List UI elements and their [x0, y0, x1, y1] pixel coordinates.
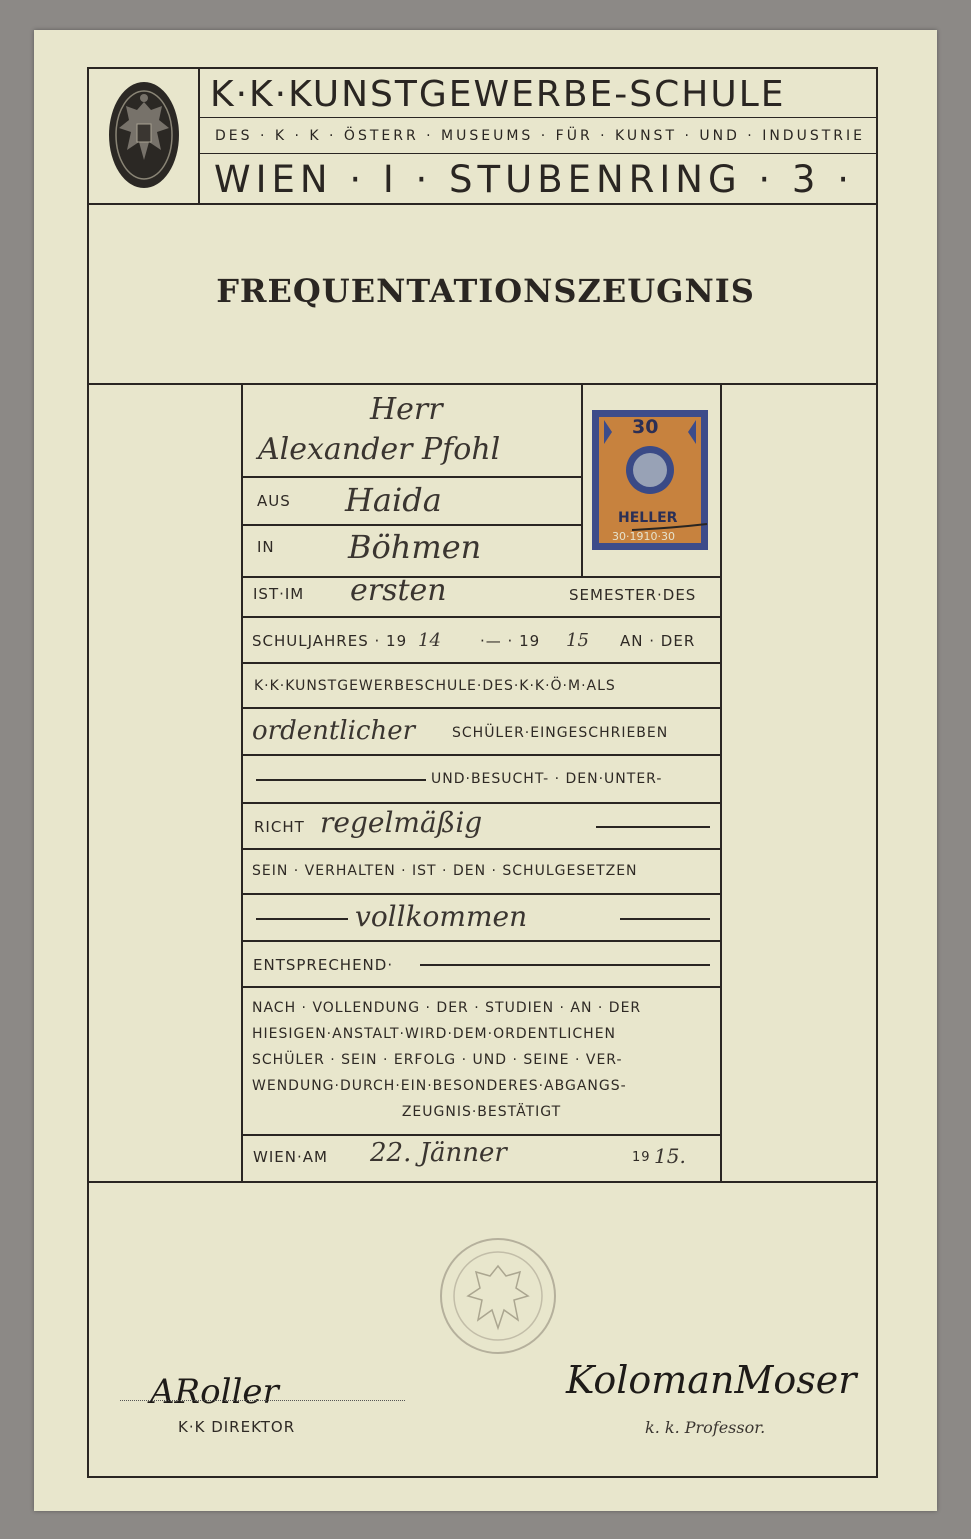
row-rule [242, 940, 721, 942]
besucht-label: UND·BESUCHT- · DEN·UNTER- [431, 771, 663, 787]
imperial-eagle-emblem-icon [107, 80, 181, 190]
stamp-currency: HELLER [618, 510, 678, 526]
row-rule [242, 754, 721, 756]
row-rule [242, 616, 721, 618]
ist-im-label: IST·IM [253, 585, 305, 603]
blank-line [620, 918, 710, 920]
status-value: ordentlicher [252, 716, 416, 746]
row-rule [242, 707, 721, 709]
in-value: Böhmen [348, 528, 482, 566]
richt-label: RICHT [254, 818, 305, 836]
header-rule-2 [199, 153, 878, 154]
school-address: WIEN · I · STUBENRING · 3 · [214, 158, 854, 201]
richt-value: regelmäßig [320, 806, 483, 839]
stamp-divider [581, 383, 583, 576]
notice-line: NACH · VOLLENDUNG · DER · STUDIEN · AN · DER [252, 1000, 642, 1016]
row-rule [242, 524, 581, 526]
director-signature: ARoller [150, 1372, 279, 1412]
date-value: 22. Jänner [370, 1138, 507, 1168]
school-name: K·K·KUNSTGEWERBE-SCHULE [210, 74, 786, 115]
professor-title: k. k. Professor. [645, 1418, 766, 1437]
semester-value: ersten [350, 573, 447, 608]
stamp-value: 30 [632, 416, 659, 438]
year-start-value: 14 [418, 630, 441, 651]
notice-line: WENDUNG·DURCH·EIN·BESONDERES·ABGANGS- [252, 1078, 627, 1094]
an-der-label: AN · DER [620, 632, 696, 650]
row-rule [242, 576, 721, 578]
director-title: K·K DIREKTOR [178, 1418, 296, 1436]
verhalten-label: SEIN · VERHALTEN · IST · DEN · SCHULGESETZEN [252, 863, 638, 879]
row-rule [242, 986, 721, 988]
director-signature-line [120, 1400, 405, 1401]
aus-value: Haida [345, 481, 442, 519]
school-subtitle: DES · K · K · ÖSTERR · MUSEUMS · FÜR · KUNST · UND · INDUSTRIE [215, 128, 865, 144]
year-end-value: 15 [566, 630, 589, 651]
salutation-value: Herr [370, 392, 443, 427]
embossed-seal-icon [438, 1236, 558, 1356]
header-bottom-rule [87, 203, 878, 205]
header-rule-1 [199, 117, 878, 118]
date-year-prefix: 19 [632, 1150, 651, 1165]
blank-line [596, 826, 710, 828]
blank-line [420, 964, 710, 966]
row-rule [242, 848, 721, 850]
verhalten-value: vollkommen [355, 900, 528, 933]
semester-label: SEMESTER·DES [569, 586, 697, 604]
date-year-value: 15. [654, 1144, 686, 1168]
row-rule [242, 893, 721, 895]
notice-line: SCHÜLER · SEIN · ERFOLG · UND · SEINE · VER- [252, 1052, 623, 1068]
form-right-rule [720, 383, 722, 1182]
blank-line [256, 779, 426, 781]
school-line: K·K·KUNSTGEWERBESCHULE·DES·K·K·Ö·M·ALS [254, 678, 616, 694]
blank-line [256, 918, 348, 920]
revenue-stamp [592, 410, 708, 550]
row-rule [242, 1134, 721, 1136]
notice-line: HIESIGEN·ANSTALT·WIRD·DEM·ORDENTLICHEN [252, 1026, 617, 1042]
document-title: FREQUENTATIONSZEUGNIS [216, 272, 755, 310]
stamp-bottom-text: 30·1910·30 [612, 530, 675, 543]
professor-signature: KolomanMoser [566, 1358, 857, 1402]
form-bottom-rule [87, 1181, 878, 1183]
student-name-value: Alexander Pfohl [258, 432, 501, 467]
row-rule [242, 802, 721, 804]
entsprechend-label: ENTSPRECHEND· [253, 956, 394, 974]
schueler-label: SCHÜLER·EINGESCHRIEBEN [452, 725, 669, 741]
header-divider [198, 67, 200, 204]
year-dash: ·— · 19 [480, 632, 541, 650]
schuljahres-label: SCHULJAHRES · 19 [252, 632, 408, 650]
form-left-rule [241, 383, 243, 1182]
form-top-rule [87, 383, 878, 385]
notice-line: ZEUGNIS·BESTÄTIGT [401, 1104, 562, 1120]
row-rule [242, 476, 581, 478]
aus-label: AUS [257, 492, 291, 510]
row-rule [242, 662, 721, 664]
in-label: IN [257, 538, 275, 556]
wien-am-label: WIEN·AM [253, 1148, 328, 1166]
